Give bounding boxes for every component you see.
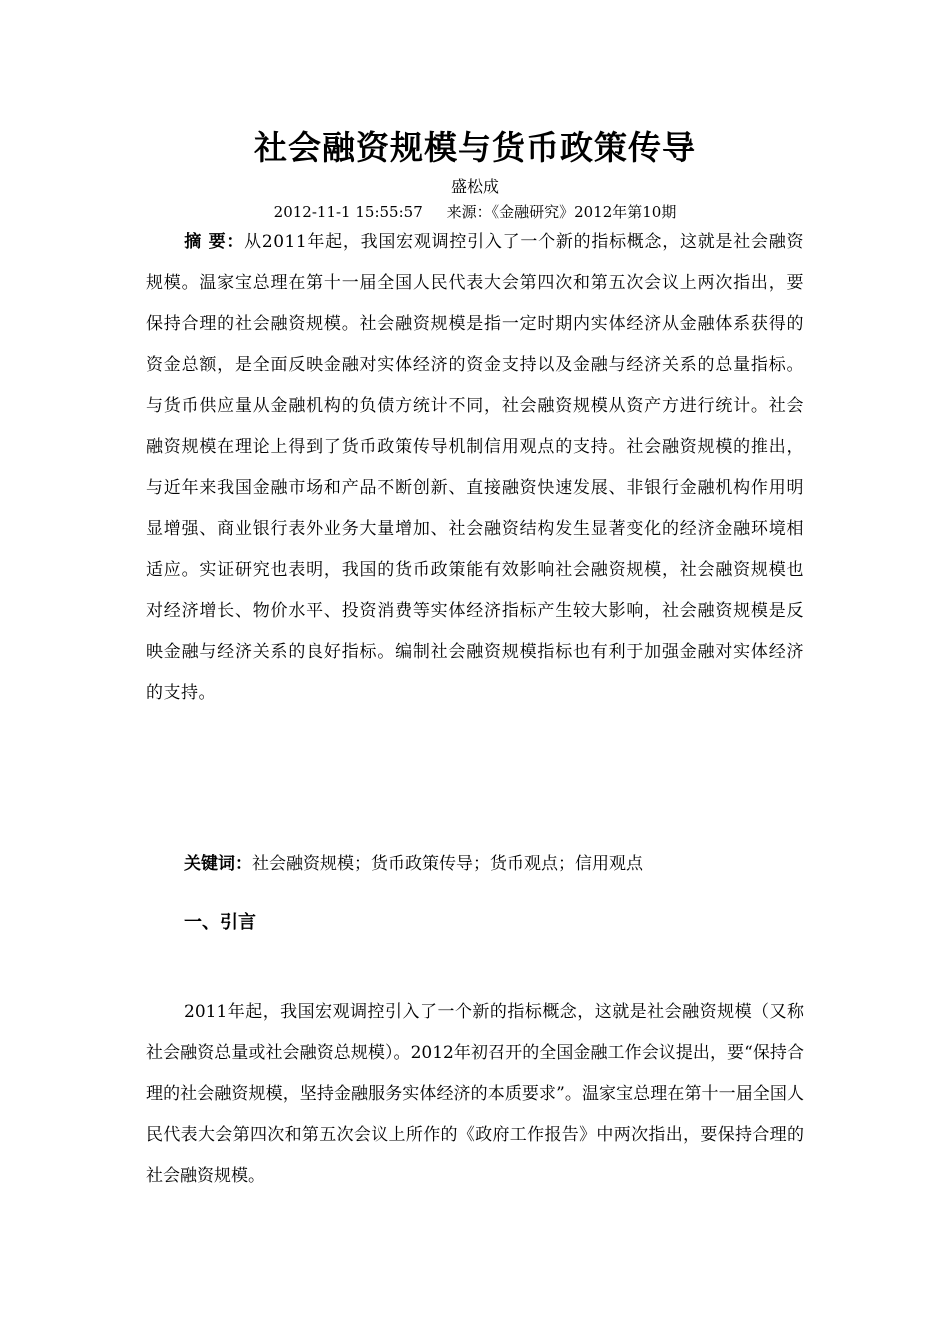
abstract-text: 从2011年起，我国宏观调控引入了一个新的指标概念，这就是社会融资规模。温家宝总理在第十一届全国人民代表大会第四次和第五次会议上两次指出，要保持合理的社会融资规模。社会融资规模是指一定时期内实体经济从金融体系获得的资金总额，是全面反映金融对实体经济的资金支持以及金融与经济关系的总量指标。与货币供应量从金融机构的负债方统计不同，社会融资规模从资产方进行统计。社会融资规模在理论上得到了货币政策传导机制信用观点的支持。社会融资规模的推出，与近年来我国金融市场和产品不断创新、直接融资快速发展、非银行金融机构作用明显增强、商业银行表外业务大量增加、社会融资结构发生显著变化的经济金融环境相适应。实证研究也表明，我国的货币政策能有效影响社会融资规模，社会融资规模也对经济增长、物价水平、投资消费等实体经济指标产生较大影响，社会融资规模是反映金融与经济关系的良好指标。编制社会融资规模指标也有利于加强金融对实体经济的支持。 [146, 232, 805, 703]
intro-paragraph: 2011年起，我国宏观调控引入了一个新的指标概念，这就是社会融资规模（又称社会融资总量或社会融资总规模）。2012年初召开的全国金融工作会议提出，要“保持合理的社会融资规模，坚持金融服务实体经济的本质要求”。温家宝总理在第十一届全国人民代表大会第四次和第五次会议上所作的《政府工作报告》中两次指出，要保持合理的社会融资规模。 [146, 1002, 804, 1186]
abstract-label: 摘 要： [184, 232, 245, 252]
keywords-line [184, 850, 643, 878]
author-name: 盛松成 [450, 177, 499, 196]
abstract-paragraph [146, 222, 804, 714]
publication-meta: 2012-11-1 15:55:57 来源：《金融研究》2012年第10期 [273, 203, 677, 221]
keywords-label: 关键词： [184, 854, 252, 874]
document-title: 社会融资规模与货币政策传导 [254, 128, 696, 167]
keywords-text: 社会融资规模；货币政策传导；货币观点；信用观点 [252, 854, 643, 874]
section-heading: 一、引言 [184, 912, 256, 933]
